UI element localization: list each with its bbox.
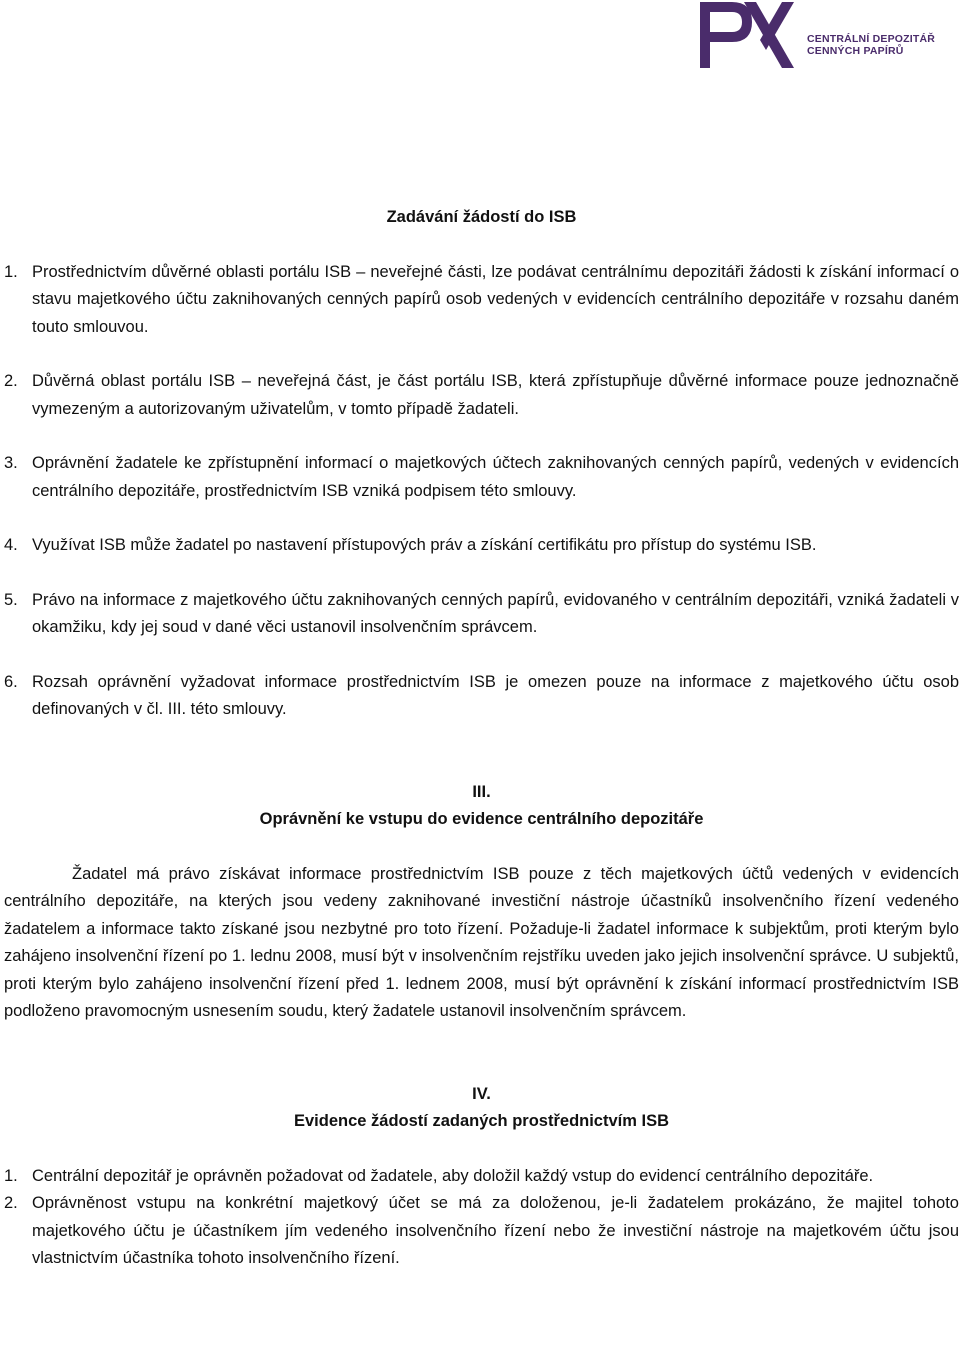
logo-line-1: CENTRÁLNÍ DEPOZITÁŘ bbox=[807, 33, 936, 45]
list-text: Využívat ISB může žadatel po nastavení přístupových práv a získání certifikátu pro přístup do systému ISB. bbox=[32, 536, 817, 554]
logo-line-2: CENNÝCH PAPÍRŮ bbox=[807, 45, 904, 57]
list-item bbox=[4, 259, 959, 342]
section-number: IV. bbox=[472, 1084, 491, 1103]
logo-wordmark bbox=[807, 33, 935, 57]
company-logo bbox=[700, 0, 940, 72]
list-text: Centrální depozitář je oprávněn požadovat od žadatele, aby doložil každý vstup do evidencí centrálního depozitáře. bbox=[32, 1166, 874, 1185]
list-text: Důvěrná oblast portálu ISB – neveřejná část, je část portálu ISB, která zpřístupňuje důvěrné informace pouze jednoznačně vymezeným a autorizovaným uživatelům, v tomto případě žadateli. bbox=[32, 372, 959, 418]
document-body bbox=[4, 204, 959, 1273]
list-item bbox=[4, 1163, 959, 1191]
list-number: 5. bbox=[4, 590, 18, 609]
section-paragraph: Žadatel má právo získávat informace prostřednictvím ISB pouze z těch majetkových účtů vedených v evidencích centrálního depozitáře, na kterých jsou vedeny zaknihované investiční nástroje účastníků insolvenčního řízení vedeného žadatelem a informace takto získané jsou nezbytné pro toto řízení. Požaduje-li žadatel informace k subjektům, proti kterým bylo zahájeno insolvenční řízení po 1. lednu 2008, musí být v insolvenčním rejstříku uveden jako jejich insolvenční správce. U subjektů, proti kterým bylo zahájeno insolvenční řízení před 1. lednem 2008, musí být oprávnění k získání informací prostřednictvím ISB podloženo pravomocným usnesením soudu, který žadatele ustanovil insolvenčním správcem. bbox=[4, 864, 959, 1020]
list-text: Právo na informace z majetkového účtu zaknihovaných cenných papírů, evidovaného v centrálním depozitáři, vzniká žadateli v okamžiku, kdy jej soud v dané věci ustanovil insolvenčním správcem. bbox=[32, 590, 959, 636]
section-title: Oprávnění ke vstupu do evidence centrálního depozitáře bbox=[259, 810, 704, 828]
list-number: 1. bbox=[4, 1166, 18, 1185]
page-title: Zadávání žádostí do ISB bbox=[386, 208, 577, 226]
list-text: Rozsah oprávnění vyžadovat informace prostřednictvím ISB je omezen pouze na informace z majetkového účtu osob definovaných v čl. III. této smlouvy. bbox=[32, 672, 959, 718]
list-number: 1. bbox=[4, 262, 18, 281]
section-title: Evidence žádostí zadaných prostřednictvím ISB bbox=[293, 1112, 670, 1130]
section-number: III. bbox=[472, 782, 491, 801]
list-item bbox=[4, 669, 959, 724]
list-item bbox=[4, 1190, 959, 1273]
list-text: Oprávněnost vstupu na konkrétní majetkový účet se má za doloženou, je-li žadatelem prokázáno, že majitel tohoto majetkového účtu je účastníkem jím vedeného insolvenčního řízení nebo že investiční nástroje na majetkovém účtu jsou vlastnictvím účastníka tohoto insolvenčního řízení. bbox=[32, 1194, 959, 1267]
list-number: 3. bbox=[4, 454, 18, 472]
list-text: Prostřednictvím důvěrné oblasti portálu ISB – neveřejné části, lze podávat centrálnímu depozitáři žádosti k získání informací o stavu majetkového účtu zaknihovaných cenných papírů osob vedených v evidencích centrálního depozitáře v rozsahu daném touto smlouvou. bbox=[32, 262, 959, 336]
list-text: Oprávnění žadatele ke zpřístupnění informací o majetkových účtech zaknihovaných cenných papírů, vedených v evidencích centrálního depozitáře, prostřednictvím ISB vzniká podpisem této smlouvy. bbox=[32, 454, 959, 500]
list-item bbox=[4, 587, 959, 642]
list-item bbox=[4, 450, 959, 505]
list-number: 2. bbox=[4, 372, 18, 390]
list-number: 4. bbox=[4, 536, 18, 554]
cdcp-logo-icon bbox=[700, 0, 800, 72]
list-item bbox=[4, 368, 959, 423]
list-item bbox=[4, 532, 959, 560]
list-number: 6. bbox=[4, 672, 18, 691]
list-number: 2. bbox=[4, 1194, 18, 1212]
